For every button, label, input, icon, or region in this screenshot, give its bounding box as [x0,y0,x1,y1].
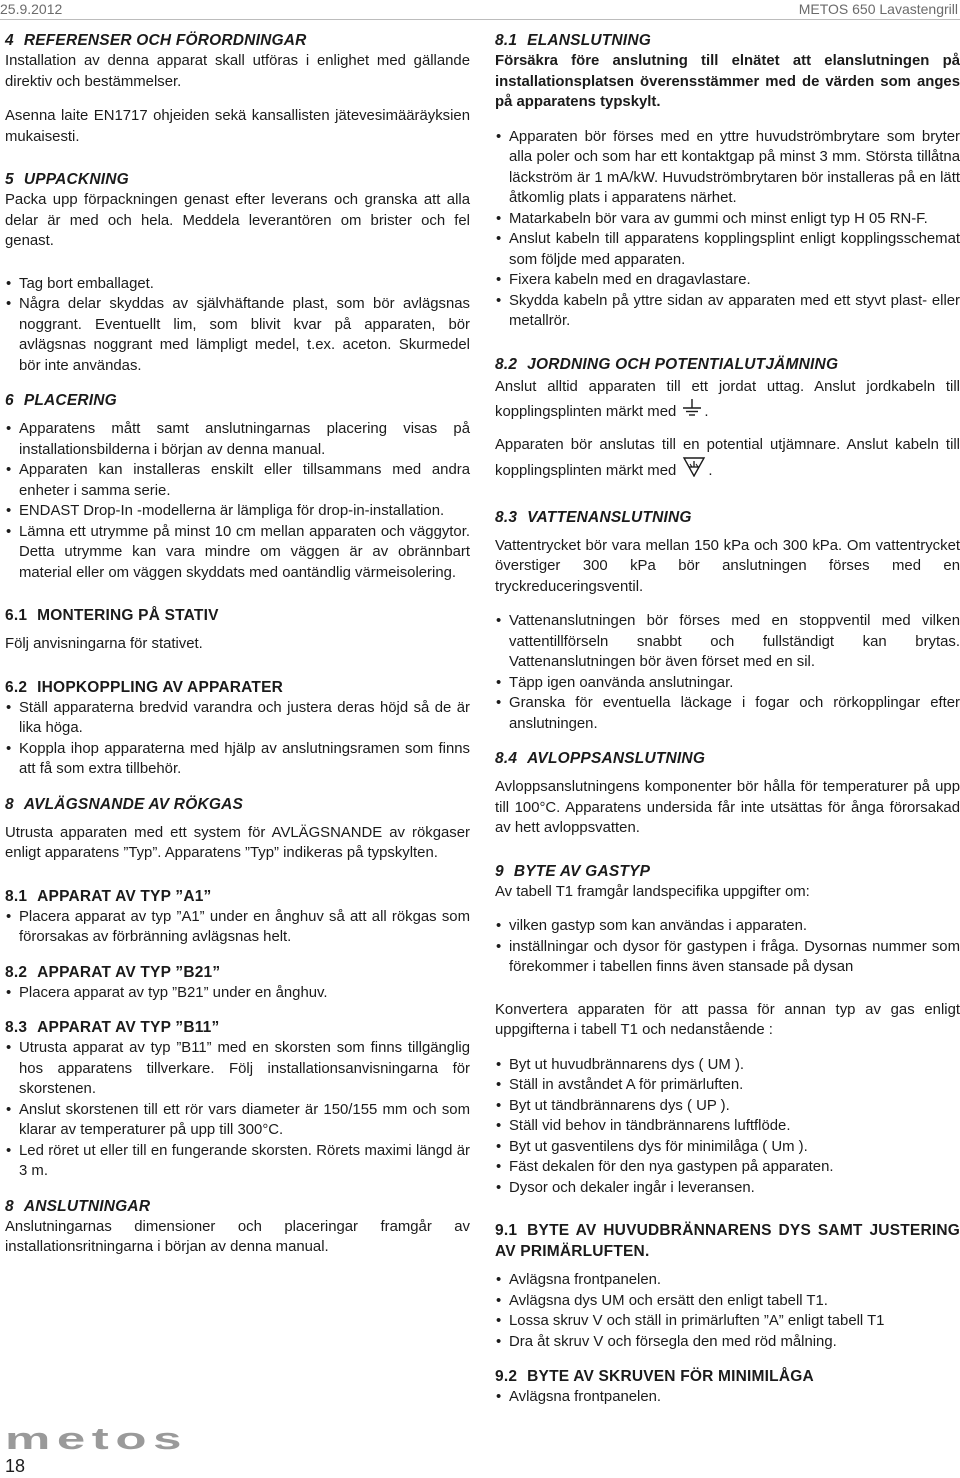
section-heading: 8.3 APPARAT AV TYP ”B11” [5,1019,220,1036]
section-heading: 4 REFERENSER OCH FÖRORDNINGAR [5,32,307,49]
paragraph: Avloppsanslutningens komponenter bör hålla för temperaturer på upp till 100°C. Apparatens undersida får inte utsättas för ånga förorsakad av hett avloppsvatten. [495,779,960,836]
list-item: • Några delar skyddas av självhäftande plast, som bör avlägsnas noggrant. Eventuellt lim, som blivit kvar på apparaten, bör avlägsnas noggrant med lämpligt medel, t.ex. aceton. Skurmedel bör inte användas. [5,294,470,376]
bullet-list [5,419,470,583]
list-item: • Tag bort emballaget. [5,274,470,295]
header-rule [0,19,960,20]
bullet-list [495,916,960,978]
header-title: METOS 650 Lavastengrill [798,1,958,17]
bullet-list [5,274,470,377]
section-heading: 9.1 BYTE AV HUVUDBRÄNNARENS DYS SAMT JUSTERING AV PRIMÄRLUFTEN. [495,1222,960,1260]
header-date: 25.9.2012 [0,1,63,17]
section-heading: 8 ANSLUTNINGAR [5,1197,151,1215]
section-heading: 6.1 MONTERING PÅ STATIV [5,607,219,624]
section-heading: 8.4 AVLOPPSANSLUTNING [495,750,706,767]
paragraph: Installation av denna apparat skall utföras i enlighet med gällande direktiv och bestämmelser. [5,53,470,90]
list-item: • Apparatens mått samt anslutningarnas placering visas på installationsbilderna i början av denna manual. [5,419,470,460]
bullet-list [495,1270,960,1352]
list-item: • Utrusta apparat av typ ”B11” med en skorsten som finns tillgänglig hos apparatens tillverkare. Följ installationsanvisningarna för skorstenen. [5,1038,470,1100]
bold-notice: Försäkra före anslutning till elnätet att elanslutningen på installationsplatsen överensstämmer med de värden som anges på apparatens typskylt. [495,53,960,110]
list-item: • Koppla ihop apparaterna med hjälp av anslutningsramen som finns att få som extra tillbehör. [5,739,470,780]
bullet-list [495,1387,960,1408]
paragraph: Konvertera apparaten för att passa för annan typ av gas enligt uppgifterna i tabell T1 och nedanstående : [495,1001,960,1038]
paragraph: Anslutningarnas dimensioner och placeringar framgår av installationsritningarna i början av denna manual. [5,1218,470,1255]
list-item: • Byt ut huvudbrännarens dys ( UM ). [495,1055,960,1076]
section-heading: 6.2 IHOPKOPPLING AV APPARATER [5,678,283,696]
list-item: • Ställ apparaterna bredvid varandra och justera deras höjd så de är lika höga. [5,698,470,739]
list-item: • Byt ut tändbrännarens dys ( UP ). [495,1096,960,1117]
section-heading: 6 PLACERING [5,392,117,409]
list-item: • Led röret ut eller till en fungerande skorsten. Rörets maximi längd är 3 m. [5,1141,470,1182]
list-item: • Lossa skruv V och ställ in primärluften ”A” enligt tabell T1 [495,1311,960,1332]
metos-logo [5,1426,190,1452]
left-column [5,30,470,1258]
list-item: • Täpp igen oanvända anslutningar. [495,673,960,694]
svg-text:metos: metos [5,1426,188,1452]
paragraph: Utrusta apparaten med ett system för AVLÄGSNANDE av rökgaser enligt apparatens ”Typ”. Apparatens ”Typ” indikeras på typskylten. [5,824,470,861]
list-item: • Anslut kabeln till apparatens kopplingsplint enligt kopplingsschemat som följde med apparaten. [495,229,960,270]
bullet-list [495,127,960,332]
paragraph: Vattentrycket bör vara mellan 150 kPa och 300 kPa. Om vattentrycket överstiger 300 kPa bör anslutningen förses med en tryckreduceringsventil. [495,537,960,595]
list-item: • Anslut skorstenen till ett rör vars diameter är 150/155 mm och som klarar av temperaturer på upp till 300°C. [5,1100,470,1141]
list-item: • Apparaten bör förses med en yttre huvudströmbrytare som bryter alla poler och som har ett kontaktgap på minst 3 mm. Största tillåtna läckström är 1 mA/kW. Huvudströmbrytaren bör installeras på en lätt åtkomlig plats i apparatens närhet. [495,127,960,209]
section-heading: 8.1 ELANSLUTNING [495,32,651,49]
paragraph: Följ anvisningarna för stativet. [5,636,203,652]
list-item: • Avlägsna dys UM och ersätt den enligt tabell T1. [495,1291,960,1312]
bullet-list [495,611,960,734]
list-item: • Lämna ett utrymme på minst 10 cm mellan apparaten och väggytor. Detta utrymme kan vara mindre om väggen är av obrännbart material eller om väggen skyddats med oantändlig värmeisolering. [5,522,470,584]
right-column [495,30,960,1408]
list-item: • Granska för eventuella läckage i fogar och rörkopplingar efter anslutningen. [495,693,960,734]
list-item: • Fixera kabeln med en dragavlastare. [495,270,960,291]
section-heading: 8.3 VATTENANSLUTNING [495,508,692,526]
paragraph: Apparaten bör anslutas till en potential utjämnare. Anslut kabeln till kopplingsplinten märkt med . [495,433,960,485]
list-item: • Avlägsna frontpanelen. [495,1270,960,1291]
bullet-list [5,698,470,780]
bullet-list [495,1055,960,1199]
list-item: • inställningar och dysor för gastypen i fråga. Dysornas nummer som förekommer i tabellen finns även stansade på dysan [495,937,960,978]
paragraph: Av tabell T1 framgår landspecifika uppgifter om: [495,883,810,900]
list-item: • Dra åt skruv V och försegla den med röd målning. [495,1332,960,1353]
list-item: • Ställ vid behov in tändbrännarens luftflöde. [495,1116,960,1137]
list-item: • Avlägsna frontpanelen. [495,1387,960,1408]
list-item: • Byt ut gasventilens dys för minimilåga ( Um ). [495,1137,960,1158]
paragraph: Asenna laite EN1717 ohjeiden sekä kansallisten jätevesimääräyksien mukaisesti. [5,108,470,145]
section-heading: 8.2 APPARAT AV TYP ”B21” [5,963,221,981]
paragraph: Packa upp förpackningen genast efter leverans och granska att alla delar är med och hela. Meddela leverantören om brister och fel genast. [5,192,470,249]
list-item: • Placera apparat av typ ”B21” under en ånghuv. [5,983,470,1004]
bullet-list [5,983,470,1004]
list-item: • Skydda kabeln på yttre sidan av apparaten med ett styvt plast- eller metallrör. [495,291,960,332]
list-item: • Matarkabeln bör vara av gummi och minst enligt typ H 05 RN-F. [495,209,960,230]
list-item: • vilken gastyp som kan användas i apparaten. [495,916,960,937]
list-item: • Dysor och dekaler ingår i leveransen. [495,1178,960,1199]
page-number: 18 [5,1456,26,1476]
page-header [0,0,960,22]
section-heading: 8 AVLÄGSNANDE AV RÖKGAS [5,795,244,813]
list-item: • Vattenanslutningen bör förses med en stoppventil med vilken vattentillförseln snabbt och fullständigt kan brytas. Vattenanslutningen bör även förset med en sil. [495,611,960,673]
section-heading: 8.2 JORDNING OCH POTENTIALUTJÄMNING [495,355,839,373]
section-heading: 9 BYTE AV GASTYP [495,862,651,880]
equipotential-icon [682,457,706,485]
list-item: • ENDAST Drop-In -modellerna är lämpliga för drop-in-installation. [5,501,470,522]
list-item: • Placera apparat av typ ”A1” under en ånghuv så att all rökgas som förorsakas av förbränning avlägsnas helt. [5,907,470,948]
section-heading: 9.2 BYTE AV SKRUVEN FÖR MINIMILÅGA [495,1368,814,1385]
list-item: • Ställ in avståndet A för primärluften. [495,1075,960,1096]
list-item: • Apparaten kan installeras enskilt eller tillsammans med andra enheter i samma serie. [5,460,470,501]
section-heading: 8.1 APPARAT AV TYP ”A1” [5,887,212,905]
paragraph: Anslut alltid apparaten till ett jordat uttag. Anslut jordkabeln till kopplingsplinten märkt med . [495,375,960,425]
section-heading: 5 UPPACKNING [5,171,129,188]
earth-ground-icon [682,399,702,425]
list-item: • Fäst dekalen för den nya gastypen på apparaten. [495,1157,960,1178]
bullet-list [5,1038,470,1182]
bullet-list [5,907,470,948]
